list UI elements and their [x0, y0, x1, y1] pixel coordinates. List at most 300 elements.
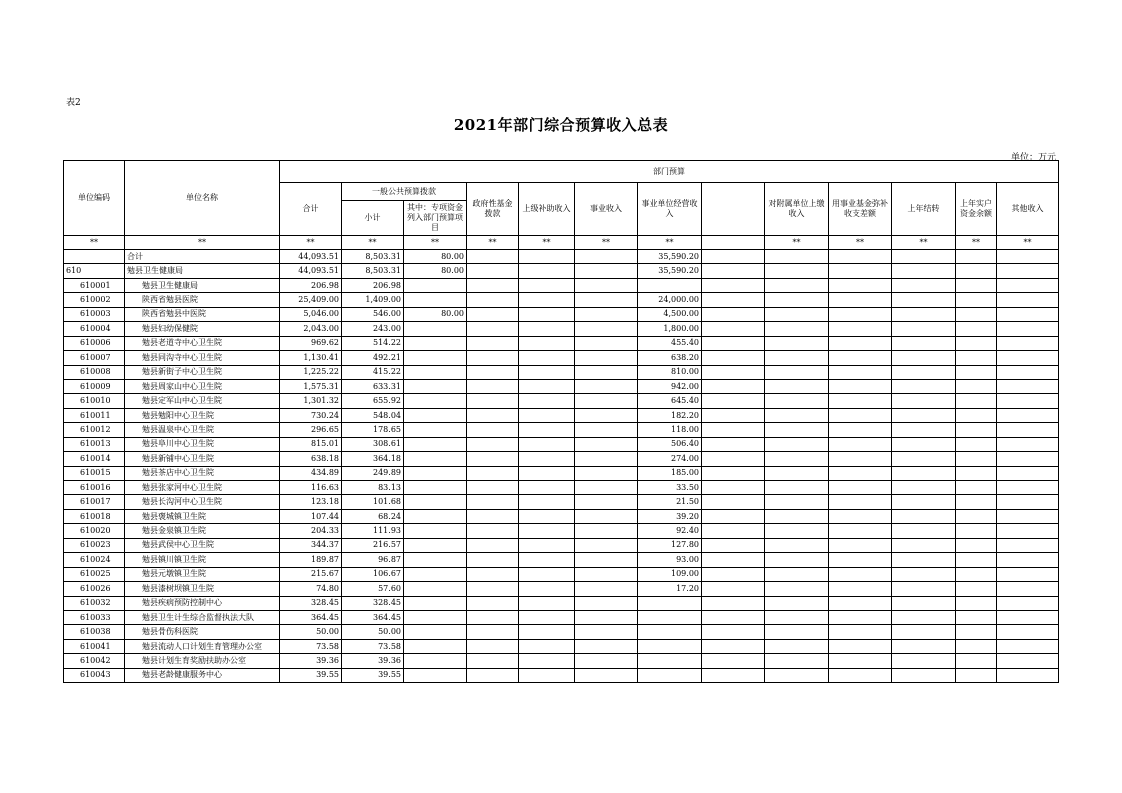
cell-unit-code: 610032: [64, 596, 125, 610]
cell-unit-name: 勉县武侯中心卫生院: [125, 538, 280, 552]
cell-business-op-income: [638, 639, 702, 653]
cell-superior-subsidy: [519, 509, 575, 523]
cell-other-income: [997, 351, 1059, 365]
cell-blank: [702, 582, 765, 596]
cell-special-funds: [404, 379, 467, 393]
cell-total: 638.18: [280, 452, 342, 466]
cell-business-op-income: 4,500.00: [638, 307, 702, 321]
cell-blank: [702, 437, 765, 451]
cell-subtotal: 8,503.31: [342, 264, 404, 278]
cell-other-income: [997, 278, 1059, 292]
cell-unit-code: 610017: [64, 495, 125, 509]
cell-other-income: [997, 538, 1059, 552]
cell-unit-code: 610015: [64, 466, 125, 480]
cell-superior-subsidy: [519, 351, 575, 365]
marker-cell: **: [956, 236, 997, 250]
marker-cell: **: [404, 236, 467, 250]
cell-blank: [702, 639, 765, 653]
cell-subtotal: 364.45: [342, 610, 404, 624]
cell-unit-name: 勉县温泉中心卫生院: [125, 423, 280, 437]
cell-superior-subsidy: [519, 452, 575, 466]
cell-superior-subsidy: [519, 264, 575, 278]
cell-prev-balance: [956, 524, 997, 538]
cell-unit-name: 勉县新街子中心卫生院: [125, 365, 280, 379]
cell-subtotal: 96.87: [342, 553, 404, 567]
table-row: [64, 250, 1059, 264]
cell-unit-name: 勉县卫生健康局: [125, 278, 280, 292]
marker-cell: **: [575, 236, 638, 250]
table-row: [64, 365, 1059, 379]
cell-gov-fund: [467, 639, 519, 653]
cell-unit-code: 610008: [64, 365, 125, 379]
cell-gov-fund: [467, 610, 519, 624]
cell-prev-balance: [956, 307, 997, 321]
cell-prev-carryover: [892, 394, 956, 408]
cell-superior-subsidy: [519, 379, 575, 393]
cell-total: 296.65: [280, 423, 342, 437]
cell-blank: [702, 495, 765, 509]
cell-prev-balance: [956, 538, 997, 552]
cell-blank: [702, 250, 765, 264]
cell-subordinate-income: [765, 466, 829, 480]
table-row: [64, 654, 1059, 668]
cell-blank: [702, 509, 765, 523]
header-subtotal: 小计: [342, 201, 404, 236]
cell-other-income: [997, 582, 1059, 596]
cell-prev-balance: [956, 654, 997, 668]
cell-gov-fund: [467, 336, 519, 350]
cell-other-income: [997, 394, 1059, 408]
cell-superior-subsidy: [519, 365, 575, 379]
cell-gov-fund: [467, 452, 519, 466]
cell-blank: [702, 452, 765, 466]
cell-fund-cover: [829, 452, 892, 466]
cell-gov-fund: [467, 524, 519, 538]
cell-total: 434.89: [280, 466, 342, 480]
cell-unit-code: 610041: [64, 639, 125, 653]
cell-subordinate-income: [765, 524, 829, 538]
cell-unit-name: 勉县妇幼保健院: [125, 322, 280, 336]
cell-special-funds: [404, 639, 467, 653]
cell-total: 215.67: [280, 567, 342, 581]
cell-fund-cover: [829, 250, 892, 264]
cell-unit-name: 合计: [125, 250, 280, 264]
cell-unit-name: 勉县勉阳中心卫生院: [125, 408, 280, 422]
cell-fund-cover: [829, 336, 892, 350]
cell-unit-code: 610023: [64, 538, 125, 552]
cell-total: 25,409.00: [280, 293, 342, 307]
cell-unit-code: 610012: [64, 423, 125, 437]
cell-subtotal: 249.89: [342, 466, 404, 480]
cell-fund-cover: [829, 567, 892, 581]
cell-total: 969.62: [280, 336, 342, 350]
cell-business-income: [575, 596, 638, 610]
cell-subordinate-income: [765, 625, 829, 639]
cell-fund-cover: [829, 538, 892, 552]
cell-unit-name: 勉县卫生计生综合监督执法大队: [125, 610, 280, 624]
cell-total: 5,046.00: [280, 307, 342, 321]
cell-total: 39.55: [280, 668, 342, 682]
cell-subordinate-income: [765, 481, 829, 495]
cell-subtotal: 111.93: [342, 524, 404, 538]
cell-prev-balance: [956, 495, 997, 509]
cell-fund-cover: [829, 365, 892, 379]
cell-superior-subsidy: [519, 481, 575, 495]
cell-business-income: [575, 625, 638, 639]
cell-business-op-income: 109.00: [638, 567, 702, 581]
cell-fund-cover: [829, 466, 892, 480]
cell-fund-cover: [829, 437, 892, 451]
cell-prev-balance: [956, 379, 997, 393]
cell-unit-code: 610007: [64, 351, 125, 365]
cell-business-op-income: [638, 654, 702, 668]
cell-unit-name: 勉县骨伤科医院: [125, 625, 280, 639]
cell-blank: [702, 625, 765, 639]
header-total: 合计: [280, 183, 342, 236]
cell-prev-balance: [956, 278, 997, 292]
cell-subordinate-income: [765, 408, 829, 422]
cell-superior-subsidy: [519, 668, 575, 682]
cell-business-op-income: 274.00: [638, 452, 702, 466]
cell-special-funds: [404, 452, 467, 466]
cell-prev-carryover: [892, 610, 956, 624]
cell-subordinate-income: [765, 509, 829, 523]
cell-fund-cover: [829, 596, 892, 610]
cell-blank: [702, 408, 765, 422]
cell-business-op-income: 24,000.00: [638, 293, 702, 307]
cell-prev-balance: [956, 322, 997, 336]
cell-gov-fund: [467, 495, 519, 509]
cell-superior-subsidy: [519, 293, 575, 307]
cell-prev-carryover: [892, 264, 956, 278]
cell-special-funds: [404, 625, 467, 639]
cell-superior-subsidy: [519, 538, 575, 552]
header-gov-fund: 政府性基金拨款: [467, 183, 519, 236]
cell-unit-code: 610018: [64, 509, 125, 523]
cell-total: 189.87: [280, 553, 342, 567]
cell-business-income: [575, 610, 638, 624]
cell-business-income: [575, 307, 638, 321]
header-superior-subsidy: 上级补助收入: [519, 183, 575, 236]
cell-fund-cover: [829, 524, 892, 538]
cell-gov-fund: [467, 307, 519, 321]
cell-superior-subsidy: [519, 437, 575, 451]
cell-superior-subsidy: [519, 596, 575, 610]
cell-unit-name: 陕西省勉县中医院: [125, 307, 280, 321]
cell-gov-fund: [467, 278, 519, 292]
cell-fund-cover: [829, 278, 892, 292]
cell-subtotal: 73.58: [342, 639, 404, 653]
cell-fund-cover: [829, 481, 892, 495]
cell-business-op-income: 942.00: [638, 379, 702, 393]
table-row: [64, 538, 1059, 552]
cell-total: 107.44: [280, 509, 342, 523]
cell-unit-name: 勉县元墩镇卫生院: [125, 567, 280, 581]
cell-business-income: [575, 379, 638, 393]
cell-prev-balance: [956, 336, 997, 350]
cell-business-op-income: 35,590.20: [638, 250, 702, 264]
cell-special-funds: [404, 394, 467, 408]
cell-subtotal: 83.13: [342, 481, 404, 495]
marker-cell: **: [997, 236, 1059, 250]
cell-subordinate-income: [765, 293, 829, 307]
cell-subordinate-income: [765, 351, 829, 365]
cell-superior-subsidy: [519, 625, 575, 639]
cell-special-funds: [404, 582, 467, 596]
cell-business-op-income: [638, 610, 702, 624]
cell-special-funds: [404, 365, 467, 379]
cell-gov-fund: [467, 264, 519, 278]
cell-gov-fund: [467, 408, 519, 422]
cell-blank: [702, 423, 765, 437]
cell-special-funds: [404, 509, 467, 523]
table-row: [64, 278, 1059, 292]
cell-subtotal: 216.57: [342, 538, 404, 552]
table-row: [64, 307, 1059, 321]
table-row: [64, 582, 1059, 596]
cell-superior-subsidy: [519, 307, 575, 321]
cell-fund-cover: [829, 293, 892, 307]
cell-subtotal: 328.45: [342, 596, 404, 610]
cell-business-op-income: 33.50: [638, 481, 702, 495]
cell-fund-cover: [829, 668, 892, 682]
cell-subordinate-income: [765, 596, 829, 610]
cell-blank: [702, 553, 765, 567]
cell-total: 204.33: [280, 524, 342, 538]
cell-subordinate-income: [765, 365, 829, 379]
cell-unit-code: 610004: [64, 322, 125, 336]
cell-unit-code: 610013: [64, 437, 125, 451]
cell-blank: [702, 668, 765, 682]
cell-gov-fund: [467, 394, 519, 408]
cell-gov-fund: [467, 481, 519, 495]
header-blank: [702, 183, 765, 236]
cell-subtotal: 364.18: [342, 452, 404, 466]
cell-other-income: [997, 423, 1059, 437]
cell-blank: [702, 351, 765, 365]
header-special-funds: 其中：专项资金列入部门预算项目: [404, 201, 467, 236]
cell-business-op-income: 93.00: [638, 553, 702, 567]
cell-subordinate-income: [765, 567, 829, 581]
cell-subtotal: 1,409.00: [342, 293, 404, 307]
cell-special-funds: [404, 538, 467, 552]
cell-subtotal: 243.00: [342, 322, 404, 336]
cell-business-op-income: [638, 596, 702, 610]
marker-cell: **: [280, 236, 342, 250]
cell-prev-balance: [956, 437, 997, 451]
cell-prev-balance: [956, 509, 997, 523]
table-row: [64, 336, 1059, 350]
cell-prev-carryover: [892, 250, 956, 264]
cell-gov-fund: [467, 668, 519, 682]
cell-superior-subsidy: [519, 278, 575, 292]
cell-business-income: [575, 250, 638, 264]
cell-gov-fund: [467, 423, 519, 437]
cell-prev-carryover: [892, 408, 956, 422]
cell-fund-cover: [829, 351, 892, 365]
cell-special-funds: [404, 437, 467, 451]
cell-subtotal: 50.00: [342, 625, 404, 639]
cell-fund-cover: [829, 307, 892, 321]
cell-blank: [702, 379, 765, 393]
cell-subtotal: 39.55: [342, 668, 404, 682]
cell-business-op-income: 185.00: [638, 466, 702, 480]
cell-gov-fund: [467, 625, 519, 639]
table-row: [64, 610, 1059, 624]
table-row: [64, 567, 1059, 581]
cell-other-income: [997, 250, 1059, 264]
cell-other-income: [997, 596, 1059, 610]
cell-unit-code: 610043: [64, 668, 125, 682]
cell-special-funds: [404, 668, 467, 682]
cell-total: 328.45: [280, 596, 342, 610]
cell-unit-name: 勉县阜川中心卫生院: [125, 437, 280, 451]
cell-business-op-income: 810.00: [638, 365, 702, 379]
cell-subordinate-income: [765, 538, 829, 552]
cell-total: 74.80: [280, 582, 342, 596]
cell-business-op-income: 182.20: [638, 408, 702, 422]
cell-business-income: [575, 582, 638, 596]
cell-prev-balance: [956, 582, 997, 596]
cell-gov-fund: [467, 250, 519, 264]
budget-income-table: [63, 160, 1059, 683]
cell-special-funds: [404, 596, 467, 610]
marker-cell: **: [467, 236, 519, 250]
cell-subordinate-income: [765, 495, 829, 509]
cell-subordinate-income: [765, 264, 829, 278]
cell-prev-carryover: [892, 437, 956, 451]
cell-blank: [702, 596, 765, 610]
cell-prev-carryover: [892, 509, 956, 523]
marker-cell: **: [765, 236, 829, 250]
cell-prev-carryover: [892, 567, 956, 581]
cell-prev-carryover: [892, 293, 956, 307]
cell-business-income: [575, 322, 638, 336]
cell-special-funds: [404, 351, 467, 365]
cell-other-income: [997, 481, 1059, 495]
cell-prev-balance: [956, 351, 997, 365]
cell-fund-cover: [829, 408, 892, 422]
cell-prev-carryover: [892, 322, 956, 336]
cell-superior-subsidy: [519, 654, 575, 668]
cell-unit-code: 610011: [64, 408, 125, 422]
cell-business-income: [575, 654, 638, 668]
cell-total: 39.36: [280, 654, 342, 668]
cell-business-income: [575, 495, 638, 509]
cell-subordinate-income: [765, 654, 829, 668]
cell-prev-carryover: [892, 423, 956, 437]
cell-total: 73.58: [280, 639, 342, 653]
header-subordinate-income: 对附属单位上缴收入: [765, 183, 829, 236]
cell-other-income: [997, 307, 1059, 321]
cell-unit-code: 610001: [64, 278, 125, 292]
cell-special-funds: [404, 336, 467, 350]
cell-prev-balance: [956, 639, 997, 653]
cell-prev-carryover: [892, 307, 956, 321]
cell-total: 1,225.22: [280, 365, 342, 379]
cell-blank: [702, 278, 765, 292]
cell-blank: [702, 336, 765, 350]
cell-subordinate-income: [765, 553, 829, 567]
cell-business-income: [575, 278, 638, 292]
table-row: [64, 452, 1059, 466]
cell-business-income: [575, 264, 638, 278]
cell-unit-name: 勉县定军山中心卫生院: [125, 394, 280, 408]
cell-unit-name: 勉县张家河中心卫生院: [125, 481, 280, 495]
cell-unit-code: 610020: [64, 524, 125, 538]
marker-row: [64, 236, 1059, 250]
cell-fund-cover: [829, 654, 892, 668]
cell-fund-cover: [829, 264, 892, 278]
cell-fund-cover: [829, 625, 892, 639]
cell-business-op-income: 17.20: [638, 582, 702, 596]
cell-total: 730.24: [280, 408, 342, 422]
cell-other-income: [997, 466, 1059, 480]
cell-other-income: [997, 553, 1059, 567]
cell-prev-carryover: [892, 639, 956, 653]
cell-subordinate-income: [765, 379, 829, 393]
cell-special-funds: [404, 610, 467, 624]
cell-other-income: [997, 509, 1059, 523]
cell-unit-name: 勉县卫生健康局: [125, 264, 280, 278]
cell-unit-name: 勉县褒城镇卫生院: [125, 509, 280, 523]
cell-other-income: [997, 336, 1059, 350]
cell-fund-cover: [829, 322, 892, 336]
cell-prev-balance: [956, 466, 997, 480]
cell-business-op-income: 645.40: [638, 394, 702, 408]
cell-other-income: [997, 379, 1059, 393]
cell-unit-code: 610042: [64, 654, 125, 668]
cell-subordinate-income: [765, 394, 829, 408]
cell-prev-carryover: [892, 351, 956, 365]
cell-business-op-income: 21.50: [638, 495, 702, 509]
cell-business-income: [575, 452, 638, 466]
cell-fund-cover: [829, 639, 892, 653]
cell-unit-name: 勉县同沟寺中心卫生院: [125, 351, 280, 365]
cell-other-income: [997, 365, 1059, 379]
table-row: [64, 509, 1059, 523]
header-business-income: 事业收入: [575, 183, 638, 236]
cell-prev-balance: [956, 553, 997, 567]
cell-prev-balance: [956, 394, 997, 408]
cell-business-income: [575, 365, 638, 379]
cell-business-income: [575, 481, 638, 495]
cell-prev-carryover: [892, 336, 956, 350]
marker-cell: **: [64, 236, 125, 250]
cell-fund-cover: [829, 610, 892, 624]
cell-blank: [702, 654, 765, 668]
cell-subordinate-income: [765, 307, 829, 321]
cell-total: 815.01: [280, 437, 342, 451]
cell-other-income: [997, 524, 1059, 538]
table-row: [64, 639, 1059, 653]
cell-subtotal: 106.67: [342, 567, 404, 581]
cell-special-funds: [404, 481, 467, 495]
table-row: [64, 524, 1059, 538]
cell-other-income: [997, 408, 1059, 422]
table-row: [64, 322, 1059, 336]
cell-special-funds: [404, 293, 467, 307]
cell-blank: [702, 466, 765, 480]
cell-superior-subsidy: [519, 394, 575, 408]
cell-unit-code: 610038: [64, 625, 125, 639]
cell-other-income: [997, 654, 1059, 668]
cell-special-funds: [404, 553, 467, 567]
cell-unit-code: 610003: [64, 307, 125, 321]
marker-cell: **: [519, 236, 575, 250]
cell-prev-balance: [956, 423, 997, 437]
cell-business-op-income: [638, 625, 702, 639]
